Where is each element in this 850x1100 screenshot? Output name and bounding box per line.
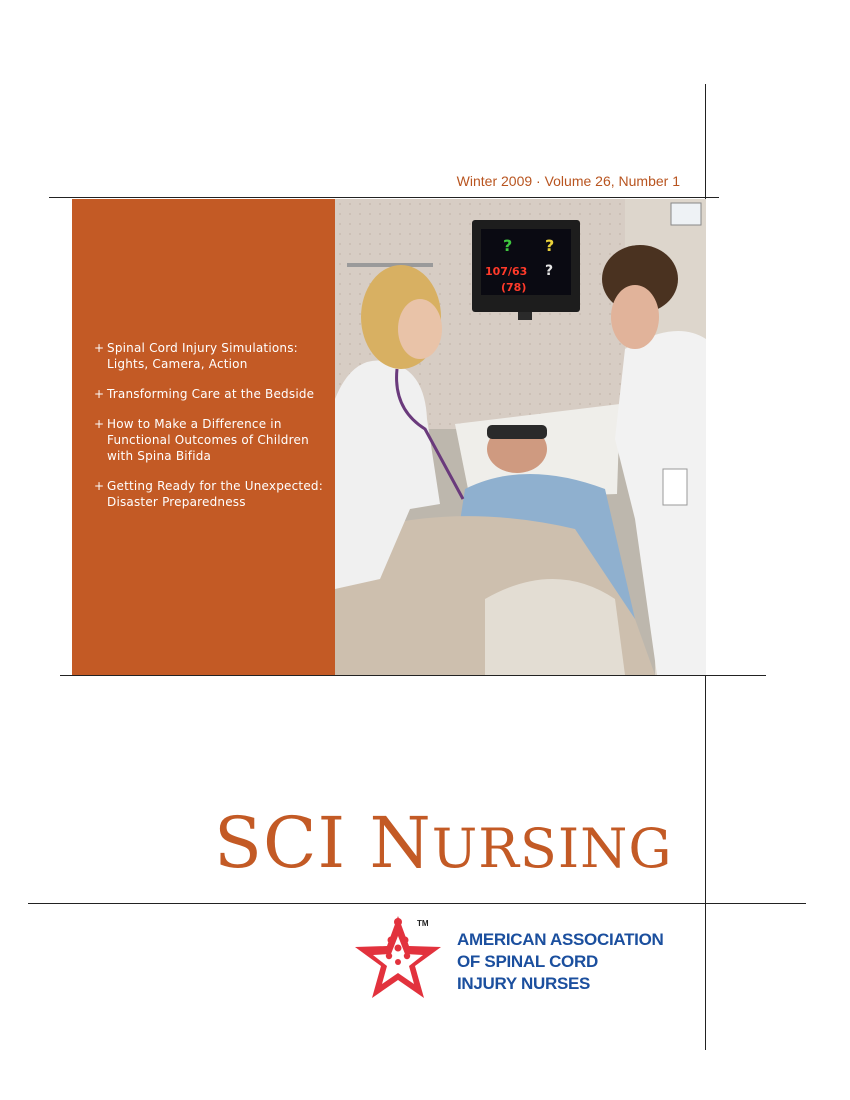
issue-line: Winter 2009 · Volume 26, Number 1 <box>456 173 680 189</box>
patient-monitor <box>472 220 580 320</box>
monitor-reading: (78) <box>501 281 527 294</box>
org-line: AMERICAN ASSOCIATION <box>457 930 664 949</box>
masthead <box>214 803 684 883</box>
toc-line: Getting Ready for the Unexpected: <box>107 479 323 493</box>
table-of-contents <box>94 340 330 524</box>
monitor-reading: 107/63 <box>485 265 528 278</box>
toc-item[interactable] <box>94 340 330 372</box>
cover-photo <box>335 199 706 675</box>
masthead-ursing: URSING <box>431 817 673 880</box>
bullet-plus-icon: + <box>94 387 105 401</box>
bullet-plus-icon: + <box>94 479 105 493</box>
toc-line: Lights, Camera, Action <box>107 357 248 371</box>
nurse-face <box>398 299 442 359</box>
trademark: TM <box>417 919 429 928</box>
blanket-satin <box>485 579 625 675</box>
monitor-reading: ? <box>503 236 513 255</box>
id-badge <box>663 469 687 505</box>
toc-line: Spinal Cord Injury Simulations: <box>107 341 298 355</box>
rule-middle <box>60 675 766 676</box>
toc-line: with Spina Bifida <box>107 449 212 463</box>
doctor-face <box>611 285 659 349</box>
iv-pole <box>347 263 433 267</box>
masthead-sci: SCI <box>214 802 347 884</box>
monitor-mount <box>518 312 532 320</box>
org-line: INJURY NURSES <box>457 974 591 993</box>
toc-item[interactable] <box>94 386 330 402</box>
masthead-n: N <box>369 802 432 884</box>
door-sign <box>671 203 701 225</box>
organization-name <box>457 929 664 995</box>
toc-line: Functional Outcomes of Children <box>107 433 309 447</box>
headset <box>487 425 547 439</box>
toc-item[interactable] <box>94 416 330 464</box>
aasci-logo-icon <box>353 914 443 1004</box>
toc-item[interactable] <box>94 478 330 510</box>
org-line: OF SPINAL CORD <box>457 952 598 971</box>
bullet-plus-icon: + <box>94 341 105 355</box>
toc-line: Disaster Preparedness <box>107 495 246 509</box>
rule-bottom <box>28 903 806 904</box>
toc-line: How to Make a Difference in <box>107 417 282 431</box>
contents-panel <box>72 199 335 675</box>
monitor-reading: ? <box>545 263 554 279</box>
rule-top <box>49 197 719 198</box>
monitor-reading: ? <box>545 236 555 255</box>
toc-line: Transforming Care at the Bedside <box>107 387 315 401</box>
bullet-plus-icon: + <box>94 417 105 431</box>
